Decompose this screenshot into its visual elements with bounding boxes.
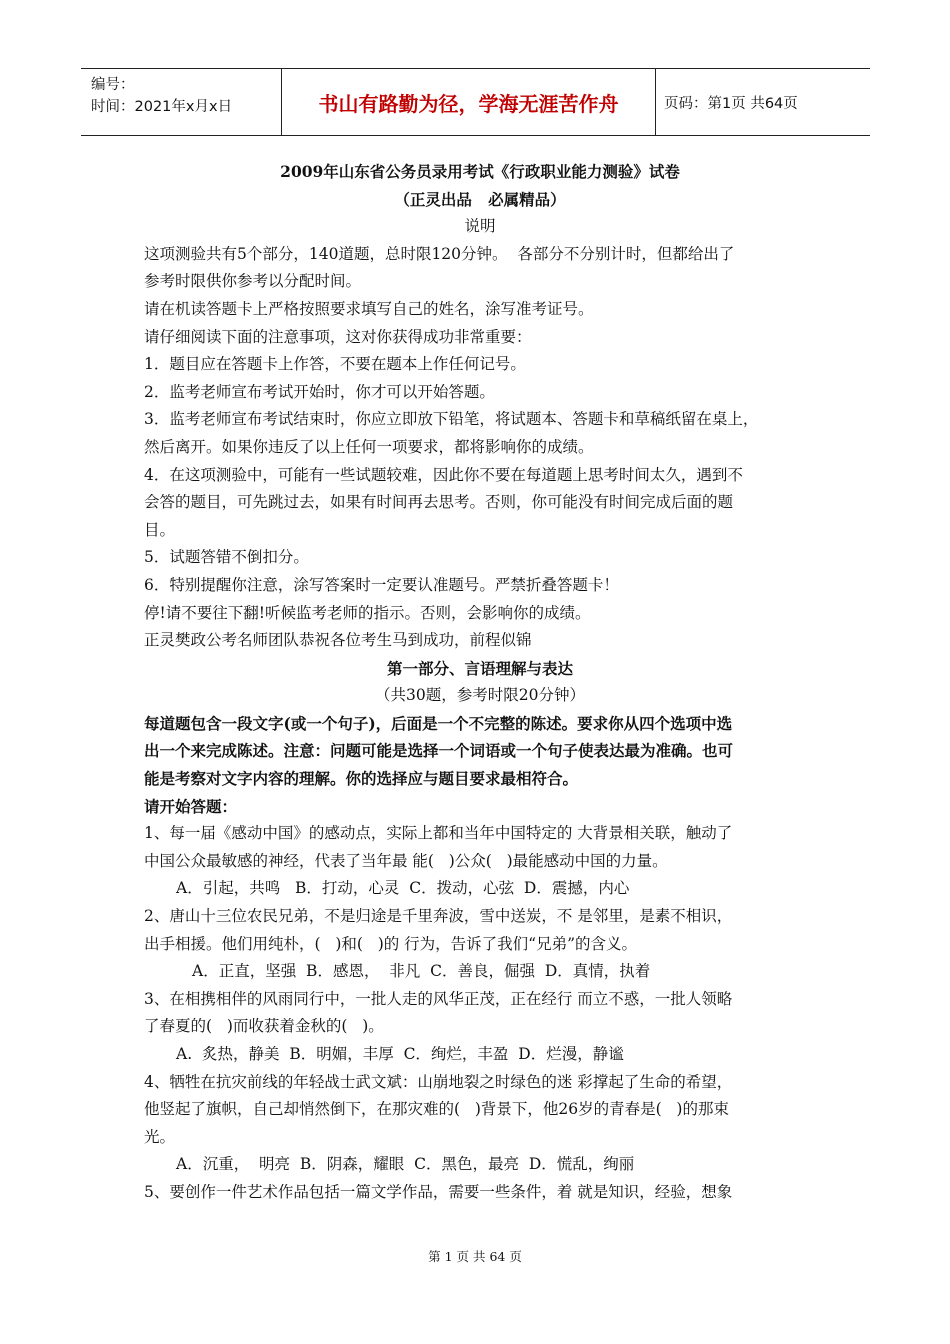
instruction-line: 每道题包含一段文字(或一个句子)，后面是一个不完整的陈述。要求你从四个选项中选 [144, 713, 733, 733]
question-text: 2、唐山十三位农民兄弟，不是归途是千里奔波，雪中送炭，不 是邻里，是素不相识， [144, 907, 733, 926]
question-text: 3、在相携相伴的风雨同行中，一批人走的风华正茂，正在经行 而立不惑，一批人领略 [144, 989, 733, 1008]
intro-line: 1．题目应在答题卡上作答，不要在题本上作任何记号。 [144, 355, 526, 374]
doc-date-label: 时间：2021年x月x日 [91, 99, 233, 115]
question-5 [144, 1179, 816, 1207]
part1-note: （共30题，参考时限20分钟） [375, 686, 585, 705]
intro-block [144, 241, 816, 655]
header-page-label: 页码：第1页 共64页 [664, 95, 798, 112]
question-options: A．正直，坚强 B．感恩， 非凡 C．善良，倔强 D．真情，执着 [192, 962, 651, 981]
part1-title: 第一部分、言语理解与表达 [386, 658, 573, 678]
question-text: 1、每一届《感动中国》的感动点，实际上都和当年中国特定的 大背景相关联，触动了 [144, 824, 733, 843]
question-text: 光。 [144, 1127, 176, 1146]
intro-line: 3．监考老师宣布考试结束时，你应立即放下铅笔，将试题本、答题卡和草稿纸留在桌上， [144, 410, 759, 429]
intro-line: 然后离开。如果你违反了以上任何一项要求，都将影响你的成绩。 [144, 437, 594, 456]
question-options: A. 炙热，静美 B．明媚，丰厚 C．绚烂，丰盈 D．烂漫，静谧 [176, 1045, 624, 1063]
intro-line: 4．在这项测验中，可能有一些试题较难，因此你不要在每道题上思考时间太久，遇到不 [144, 465, 743, 484]
intro-line: 参考时限供你参考以分配时间。 [144, 272, 362, 291]
intro-line: 停!请不要往下翻!听候监考老师的指示。否则，会影响你的成绩。 [144, 603, 591, 622]
header-motto: 书山有路勤为径，学海无涯苦作舟 [318, 91, 619, 116]
question-options: A．引起，共鸣 B．打动，心灵 C．拨动，心弦 D．震撼，内心 [176, 879, 630, 898]
doc-subtitle: （正灵出品 必属精品） [394, 189, 566, 209]
header-motto-cell [281, 69, 656, 135]
intro-line: 正灵樊政公考名师团队恭祝各位考生马到成功，前程似锦 [144, 631, 532, 650]
instruction-line: 能是考察对文字内容的理解。你的选择应与题目要求最相符合。 [144, 769, 579, 789]
intro-line: 会答的题目，可先跳过去，如果有时间再去思考。否则，你可能没有时间完成后面的题 [144, 493, 734, 512]
instructions-block [144, 710, 816, 820]
intro-line: 6．特别提醒你注意，涂写答案时一定要认准题号。严禁折叠答题卡！ [144, 575, 619, 594]
intro-line: 目。 [144, 520, 176, 539]
question-3 [144, 986, 816, 1069]
section-note: 说明 [464, 217, 496, 236]
doc-title: 2009年山东省公务员录用考试《行政职业能力测验》试卷 [280, 162, 680, 181]
doc-number-label: 编号： [91, 77, 135, 93]
header-meta [81, 69, 281, 135]
question-1 [144, 820, 816, 903]
intro-line: 这项测验共有5个部分，140道题，总时限120分钟。 各部分不分别计时，但都给出了 [144, 244, 735, 263]
document-body [144, 158, 816, 1207]
instruction-line: 请开始答题： [144, 796, 238, 816]
intro-line: 2．监考老师宣布考试开始时，你才可以开始答题。 [144, 382, 495, 401]
question-text: 他竖起了旗帜，自己却悄然倒下，在那灾难的( )背景下，他26岁的青春是( )的那束 [144, 1100, 729, 1119]
page-header-table [81, 68, 870, 136]
intro-line: 请在机读答题卡上严格按照要求填写自己的姓名，涂写准考证号。 [144, 299, 594, 318]
page-footer: 第 1 页 共 64 页 [428, 1249, 522, 1264]
question-options: A．沉重， 明亮 B．阴森，耀眼 C．黑色，最亮 D．慌乱，绚丽 [176, 1155, 635, 1174]
question-text: 出手相援。他们用纯朴，( )和( )的 行为，告诉了我们“兄弟”的含义。 [144, 934, 638, 953]
intro-line: 5．试题答错不倒扣分。 [144, 548, 309, 567]
question-text: 中国公众最敏感的神经，代表了当年最 能( )公众( )最能感动中国的力量。 [144, 851, 668, 870]
question-text: 4、牺牲在抗灾前线的年轻战士武文斌：山崩地裂之时绿色的迷 彩撑起了生命的希望， [144, 1072, 733, 1091]
instruction-line: 出一个来完成陈述。注意：问题可能是选择一个词语或一个句子使表达最为准确。也可 [144, 741, 734, 761]
header-page-cell [656, 69, 870, 135]
question-text: 了春夏的( )而收获着金秋的( )。 [144, 1017, 384, 1036]
question-2 [144, 903, 816, 986]
intro-line: 请仔细阅读下面的注意事项，这对你获得成功非常重要： [144, 327, 532, 346]
question-text: 5、要创作一件艺术作品包括一篇文学作品，需要一些条件，着 就是知识，经验，想象 [144, 1182, 733, 1201]
question-4 [144, 1069, 816, 1179]
